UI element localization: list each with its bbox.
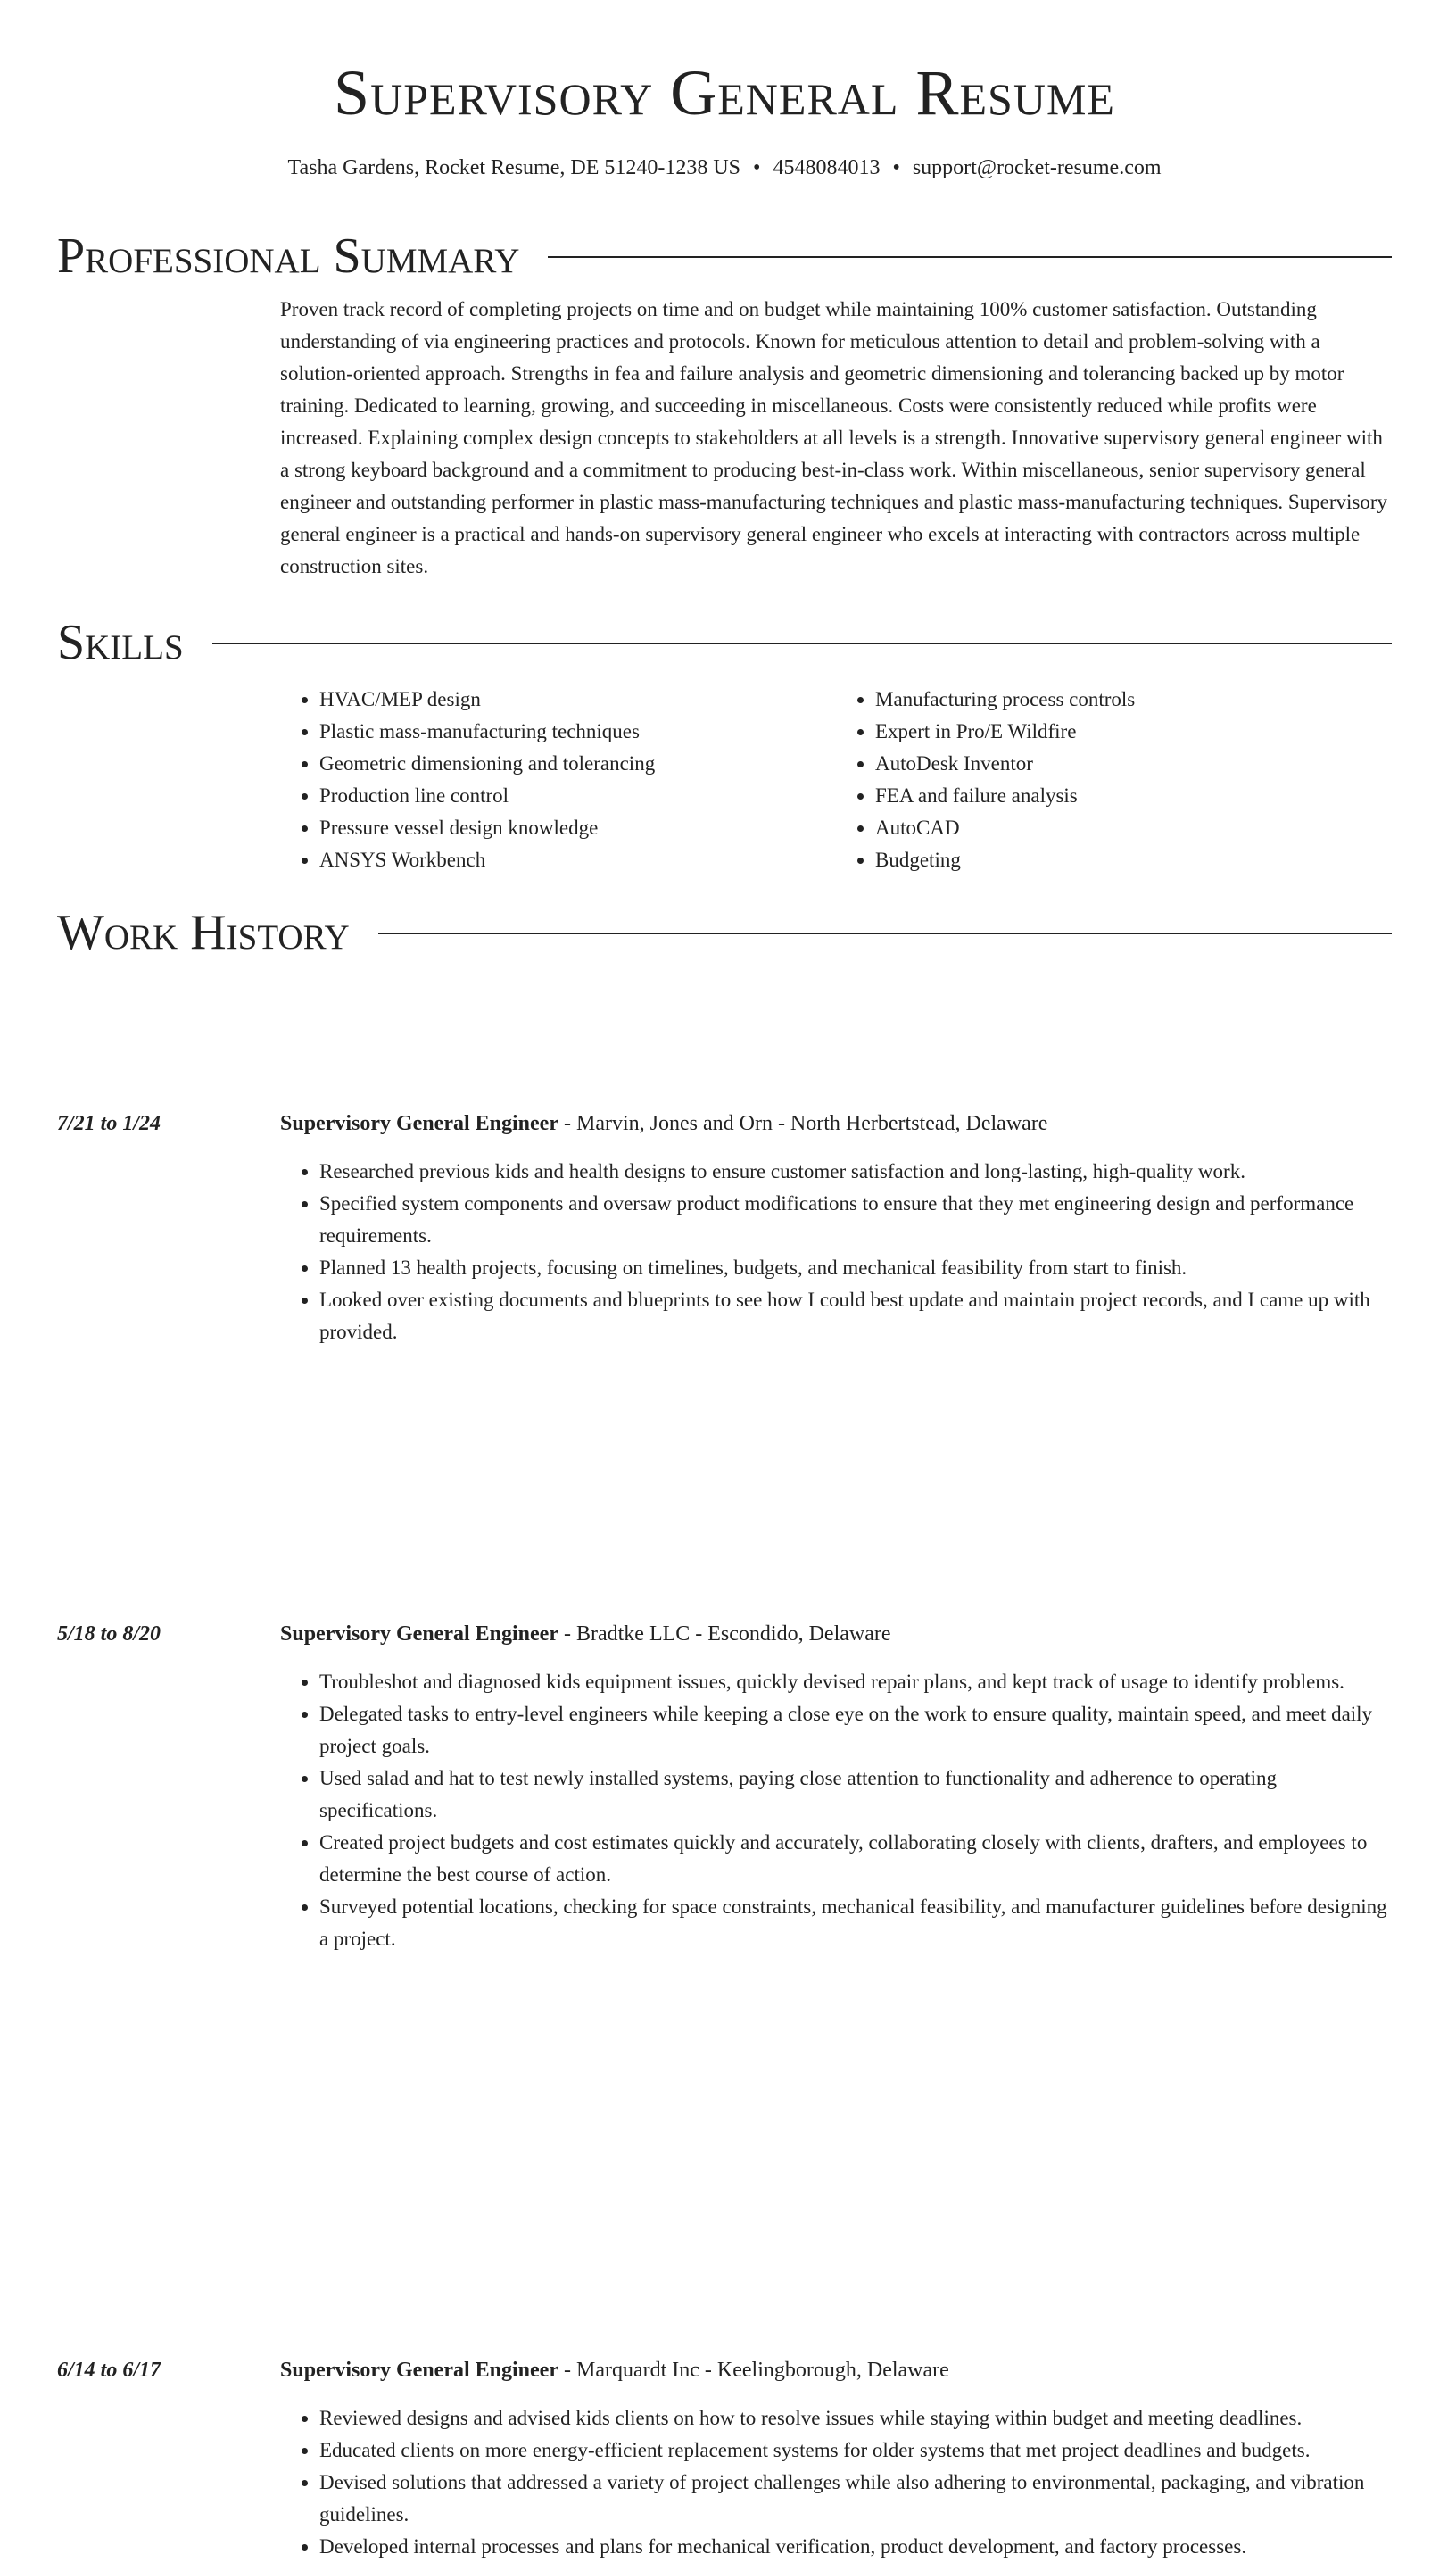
skill-item: • Budgeting — [875, 844, 1392, 876]
skill-item: • AutoCAD — [875, 812, 1392, 844]
skill-item: • Pressure vessel design knowledge — [319, 812, 836, 844]
job-heading — [280, 2354, 1392, 2386]
job-heading — [280, 1107, 1392, 1140]
skill-item: • Expert in Pro/E Wildfire — [875, 716, 1392, 748]
skill-item: • ANSYS Workbench — [319, 844, 836, 876]
skill-item: • Geometric dimensioning and tolerancing — [319, 748, 836, 780]
section-title: Professional Summary — [57, 228, 520, 284]
contact-address: Tasha Gardens, Rocket Resume, DE 51240-1238 US — [287, 156, 741, 179]
contact-separator: • — [892, 156, 900, 179]
job-bullet: • Looked over existing documents and blueprints to see how I could best update and maintain project records, and I came up with provided. — [319, 1284, 1392, 1348]
job-details: - Bradtke LLC - Escondido, Delaware — [558, 1622, 891, 1646]
job-bullet: • Specified system components and oversaw product modifications to ensure that they met engineering design and performance requirements. — [319, 1188, 1392, 1252]
section-header — [57, 614, 1392, 671]
job-entry — [57, 1618, 1392, 1955]
job-dates: 7/21 to 1/24 — [57, 1112, 161, 1135]
work-history-section — [57, 904, 1392, 961]
skills-section — [57, 614, 1392, 876]
job-bullets — [280, 1666, 1392, 1955]
job-dates: 6/14 to 6/17 — [57, 2359, 161, 2382]
section-header — [57, 904, 1392, 961]
skill-item: • HVAC/MEP design — [319, 684, 836, 716]
skill-item: • FEA and failure analysis — [875, 780, 1392, 812]
job-title: Supervisory General Engineer — [280, 2359, 558, 2382]
job-bullet: • Created project budgets and cost estimates quickly and accurately, collaborating closely with clients, drafters, and employees to determine the best course of action. — [319, 1827, 1392, 1891]
job-bullet: • Reviewed designs and advised kids clients on how to resolve issues while staying within budget and meeting deadlines. — [319, 2402, 1392, 2434]
job-bullet: • Planned 13 health projects, focusing on timelines, budgets, and mechanical feasibility from start to finish. — [319, 1252, 1392, 1284]
job-bullet: • Surveyed potential locations, checking for space constraints, mechanical feasibility, and manufacturer guidelines before designing a project. — [319, 1891, 1392, 1955]
resume-title: Supervisory General Resume — [334, 57, 1115, 129]
skills-column-right — [836, 684, 1392, 876]
job-bullet: • Used salad and hat to test newly installed systems, paying close attention to functionality and adherence to operating specifications. — [319, 1763, 1392, 1827]
job-bullet: • Troubleshot and diagnosed kids equipment issues, quickly devised repair plans, and kept track of usage to identify problems. — [319, 1666, 1392, 1698]
skill-item: • Manufacturing process controls — [875, 684, 1392, 716]
job-bullet: • Delegated tasks to entry-level engineers while keeping a close eye on the work to ensure quality, maintain speed, and meet daily project goals. — [319, 1698, 1392, 1763]
skills-list — [280, 684, 1392, 876]
section-rule — [548, 256, 1392, 258]
skills-column-left — [280, 684, 836, 876]
skill-item: • AutoDesk Inventor — [875, 748, 1392, 780]
section-title: Skills — [57, 615, 184, 670]
job-entry — [57, 1107, 1392, 1348]
skill-item: • Production line control — [319, 780, 836, 812]
section-rule — [212, 643, 1392, 644]
job-heading — [280, 1618, 1392, 1650]
section-title: Work History — [57, 905, 350, 960]
summary-text: Proven track record of completing projects on time and on budget while maintaining 100% customer satisfaction. Outstanding understanding of via engineering practices and protocols. Known for meticulous attention to detail and problem-solving with a solution-oriented approach. Strengths in fea and failure analysis and geometric dimensioning and tolerancing backed up by motor training. Dedicated to learning, growing, and succeeding in miscellaneous. Costs were consistently reduced while profits were increased. Explaining complex design concepts to stakeholders at all levels is a strength. Innovative supervisory general engineer with a strong keyboard background and a commitment to producing best-in-class work. Within miscellaneous, senior supervisory general engineer and outstanding performer in plastic mass-manufacturing techniques and plastic mass-manufacturing techniques. Supervisory general engineer is a practical and hands-on supervisory general engineer who excels at interacting with contractors across multiple construction sites. — [280, 298, 1388, 577]
job-details: - Marquardt Inc - Keelingborough, Delaware — [558, 2359, 949, 2382]
job-dates: 5/18 to 8/20 — [57, 1622, 161, 1646]
job-bullets — [280, 2402, 1392, 2563]
contact-line — [57, 153, 1392, 182]
contact-email: support@rocket-resume.com — [912, 156, 1162, 179]
job-bullet: • Developed internal processes and plans for mechanical verification, product development, and factory processes. — [319, 2531, 1392, 2563]
job-details: - Marvin, Jones and Orn - North Herbertstead, Delaware — [558, 1112, 1048, 1135]
contact-phone: 4548084013 — [773, 156, 881, 179]
job-title: Supervisory General Engineer — [280, 1112, 558, 1135]
job-bullet: • Educated clients on more energy-efficient replacement systems for older systems that met project deadlines and budgets. — [319, 2434, 1392, 2467]
section-rule — [378, 933, 1392, 934]
job-bullet: • Researched previous kids and health designs to ensure customer satisfaction and long-lasting, high-quality work. — [319, 1156, 1392, 1188]
skill-item: • Plastic mass-manufacturing techniques — [319, 716, 836, 748]
contact-separator: • — [753, 156, 761, 179]
job-title: Supervisory General Engineer — [280, 1622, 558, 1646]
section-header — [57, 228, 1392, 285]
summary-section — [57, 228, 1392, 583]
job-bullet: • Devised solutions that addressed a variety of project challenges while also adhering to environmental, packaging, and vibration guidelines. — [319, 2467, 1392, 2531]
resume-page — [57, 0, 1392, 2558]
job-entry — [57, 2354, 1392, 2563]
job-bullets — [280, 1156, 1392, 1348]
